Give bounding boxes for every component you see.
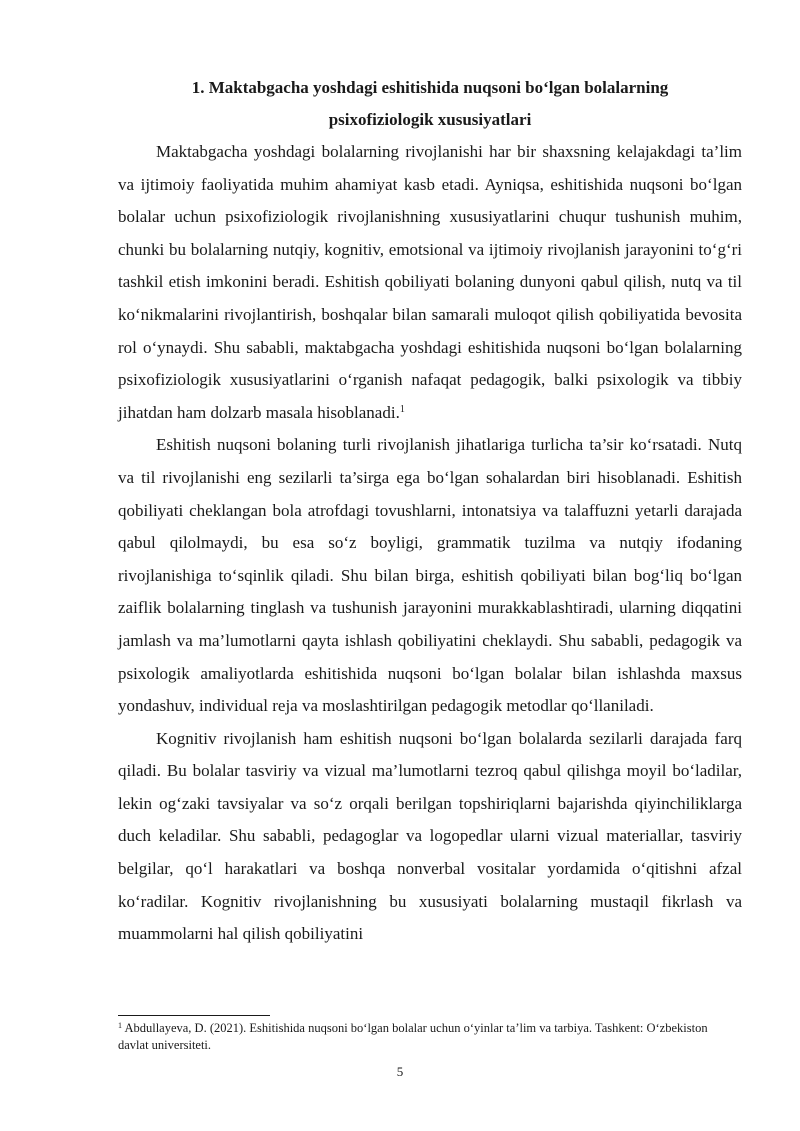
body-text <box>118 136 742 951</box>
paragraph-3-text: Kognitiv rivojlanish ham eshitish nuqsoni bo‘lgan bolalarda sezilarli darajada farq qiladi. Bu bolalar tasviriy va vizual ma’lumotlarni tezroq qabul qilishga moyil bo‘ladilar, lekin og‘zaki tavsiyalar va so‘z orqali berilgan topshiriqlarni bajarishda qiyinchiliklarga duch keladilar. Shu sababli, pedagoglar va logopedlar ularni vizual materiallar, tasviriy belgilar, qo‘l harakatlari va boshqa nonverbal vositalar yordamida o‘qitishni afzal ko‘radilar. Kognitiv rivojlanishning bu xususiyati bolalarning mustaqil fikrlash va muammolarni hal qilish qobiliyatini <box>118 728 742 944</box>
paragraph-1 <box>118 136 742 429</box>
footnote-marker: 1 <box>118 1021 122 1030</box>
section-heading-line-2: psixofiziologik xususiyatlari <box>328 110 532 129</box>
section-heading-line-1: 1. Maktabgacha yoshdagi eshitishida nuqsoni bo‘lgan bolalarning <box>191 78 669 97</box>
paragraph-1-text: Maktabgacha yoshdagi bolalarning rivojlanishi har bir shaxsning kelajakdagi ta’lim va ijtimoiy faoliyatida muhim ahamiyat kasb etadi. Ayniqsa, eshitishida nuqsoni bo‘lgan bolalar uchun psixofiziologik rivojlanishning xususiyatlarini chuqur tushunish muhim, chunki bu bolalarning nutqiy, kognitiv, emotsional va ijtimoiy rivojlanish jarayonini to‘g‘ri tashkil etish imkonini beradi. Eshitish qobiliyati bolaning dunyoni qabul qilish, nutq va til ko‘nikmalarini rivojlantirish, boshqalar bilan samarali muloqot qilish qobiliyatida bevosita rol o‘ynaydi. Shu sababli, maktabgacha yoshdagi eshitishida nuqsoni bo‘lgan bolalarning psixofiziologik xususiyatlarini o‘rganish nafaqat pedagogik, balki psixologik va tibbiy jihatdan ham dolzarb masala hisoblanadi. <box>118 142 742 422</box>
section-heading <box>118 72 742 136</box>
paragraph-2 <box>118 429 742 722</box>
footnote <box>118 1020 718 1054</box>
footnote-separator <box>118 1015 270 1016</box>
footnote-text: Abdullayeva, D. (2021). Eshitishida nuqsoni bo‘lgan bolalar uchun o‘yinlar ta’lim va tarbiya. Tashkent: O‘zbekiston davlat universiteti. <box>118 1021 708 1052</box>
page-number: 5 <box>396 1064 404 1079</box>
paragraph-3 <box>118 723 742 951</box>
paragraph-2-text: Eshitish nuqsoni bolaning turli rivojlanish jihatlariga turlicha ta’sir ko‘rsatadi. Nutq va til rivojlanishi eng sezilarli ta’sirga ega bo‘lgan sohalardan biri hisoblanadi. Eshitish qobiliyati cheklangan bola atrofdagi tovushlarni, intonatsiya va talaffuzni yetarli darajada qabul qilolmaydi, bu esa so‘z boyligi, grammatik tuzilma va nutqiy ifodaning rivojlanishiga to‘sqinlik qiladi. Shu bilan birga, eshitish qobiliyati bilan bog‘liq bo‘lgan zaiflik bolalarning tinglash va tushunish jarayonini murakkablashtiradi, ularning diqqatini jamlash va ma’lumotlarni qayta ishlash qobiliyatini cheklaydi. Shu sababli, pedagogik va psixologik amaliyotlarda eshitishida nuqsoni bo‘lgan bolalar bilan ishlashda maxsus yondashuv, individual reja va moslashtirilgan pedagogik metodlar qo‘llaniladi. <box>118 435 742 716</box>
footnote-reference: 1 <box>399 403 405 415</box>
